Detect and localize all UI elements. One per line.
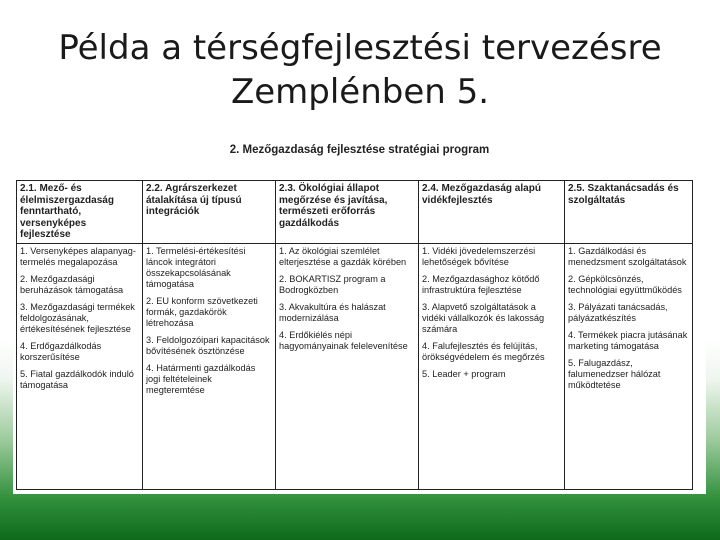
slide-title-line-2: Zemplénben 5. xyxy=(230,72,490,112)
list-item: 5. Fiatal gazdálkodók induló támogatása xyxy=(20,368,134,390)
list-item: 4. Erdőgazdálkodás korszerűsítése xyxy=(20,340,102,362)
list-item: 4. Falufejlesztés és felújítás, örökségvédelem és megőrzés xyxy=(422,340,545,362)
column-cell xyxy=(17,243,143,490)
column-header: 2.3. Ökológiai állapot megőrzése és javítása, természeti erőforrás gazdálkodás xyxy=(276,181,419,244)
column-cell xyxy=(419,243,565,490)
column-header: 2.2. Agrárszerkezet átalakítása új típusú integrációk xyxy=(143,181,276,244)
list-item: 1. Az ökológiai szemlélet elterjesztése a gazdák körében xyxy=(279,245,407,267)
list-item: 5. Leader + program xyxy=(422,368,506,379)
list-item: 1. Versenyképes alapanyag-termelés megalapozása xyxy=(20,245,136,267)
list-item: 3. Alapvető szolgáltatások a vidéki vállalkozók és lakosság számára xyxy=(422,301,545,334)
column-header: 2.4. Mezőgazdaság alapú vidékfejlesztés xyxy=(419,181,565,244)
list-item: 1. Vidéki jövedelemszerzési lehetőségek bővítése xyxy=(422,245,536,267)
list-item: 2. BOKARTISZ program a Bodrogközben xyxy=(279,273,386,295)
list-item: 3. Pályázati tanácsadás, pályázatkészítés xyxy=(568,301,668,323)
list-item: 2. Gépkölcsönzés, technológiai együttműködés xyxy=(568,273,682,295)
column-cell xyxy=(565,243,693,490)
slide-title-line-1: Példa a térségfejlesztési tervezésre xyxy=(58,28,662,68)
column-header: 2.5. Szaktanácsadás és szolgáltatás xyxy=(565,181,693,244)
strategy-table xyxy=(16,180,693,490)
list-item: 4. Erdőkiélés népi hagyományainak felelevenítése xyxy=(279,329,408,351)
column-cell xyxy=(143,243,276,490)
list-item: 3. Mezőgazdasági termékek feldolgozásának, értékesítésének fejlesztése xyxy=(20,301,135,334)
table-header-row xyxy=(17,181,693,244)
column-cell xyxy=(276,243,419,490)
list-item: 1. Termelési-értékesítési láncok integrátori összekapcsolásának támogatása xyxy=(146,245,246,289)
column-header: 2.1. Mező- és élelmiszergazdaság fenntartható, versenyképes fejlesztése xyxy=(17,181,143,244)
list-item: 4. Termékek piacra jutásának marketing támogatása xyxy=(568,329,688,351)
document-title: 2. Mezőgazdaság fejlesztése stratégiai program xyxy=(229,144,490,156)
list-item: 3. Akvakultúra és halászat modernizálása xyxy=(279,301,386,323)
list-item: 1. Gazdálkodási és menedzsment szolgáltatások xyxy=(568,245,687,267)
slide-title xyxy=(0,26,720,114)
table-row xyxy=(17,243,693,490)
list-item: 3. Feldolgozóipari kapacitások bővítésének ösztönzése xyxy=(146,334,270,356)
list-item: 2. EU konform szövetkezeti formák, gazdakörök létrehozása xyxy=(146,295,258,328)
list-item: 5. Falugazdász, falumenedzser hálózat működtetése xyxy=(568,357,661,390)
list-item: 2. Mezőgazdasághoz kötődő infrastruktúra fejlesztése xyxy=(422,273,540,295)
list-item: 2. Mezőgazdasági beruházások támogatása xyxy=(20,273,124,295)
list-item: 4. Határmenti gazdálkodás jogi feltételeinek megteremtése xyxy=(146,362,256,395)
document-image xyxy=(13,140,706,494)
